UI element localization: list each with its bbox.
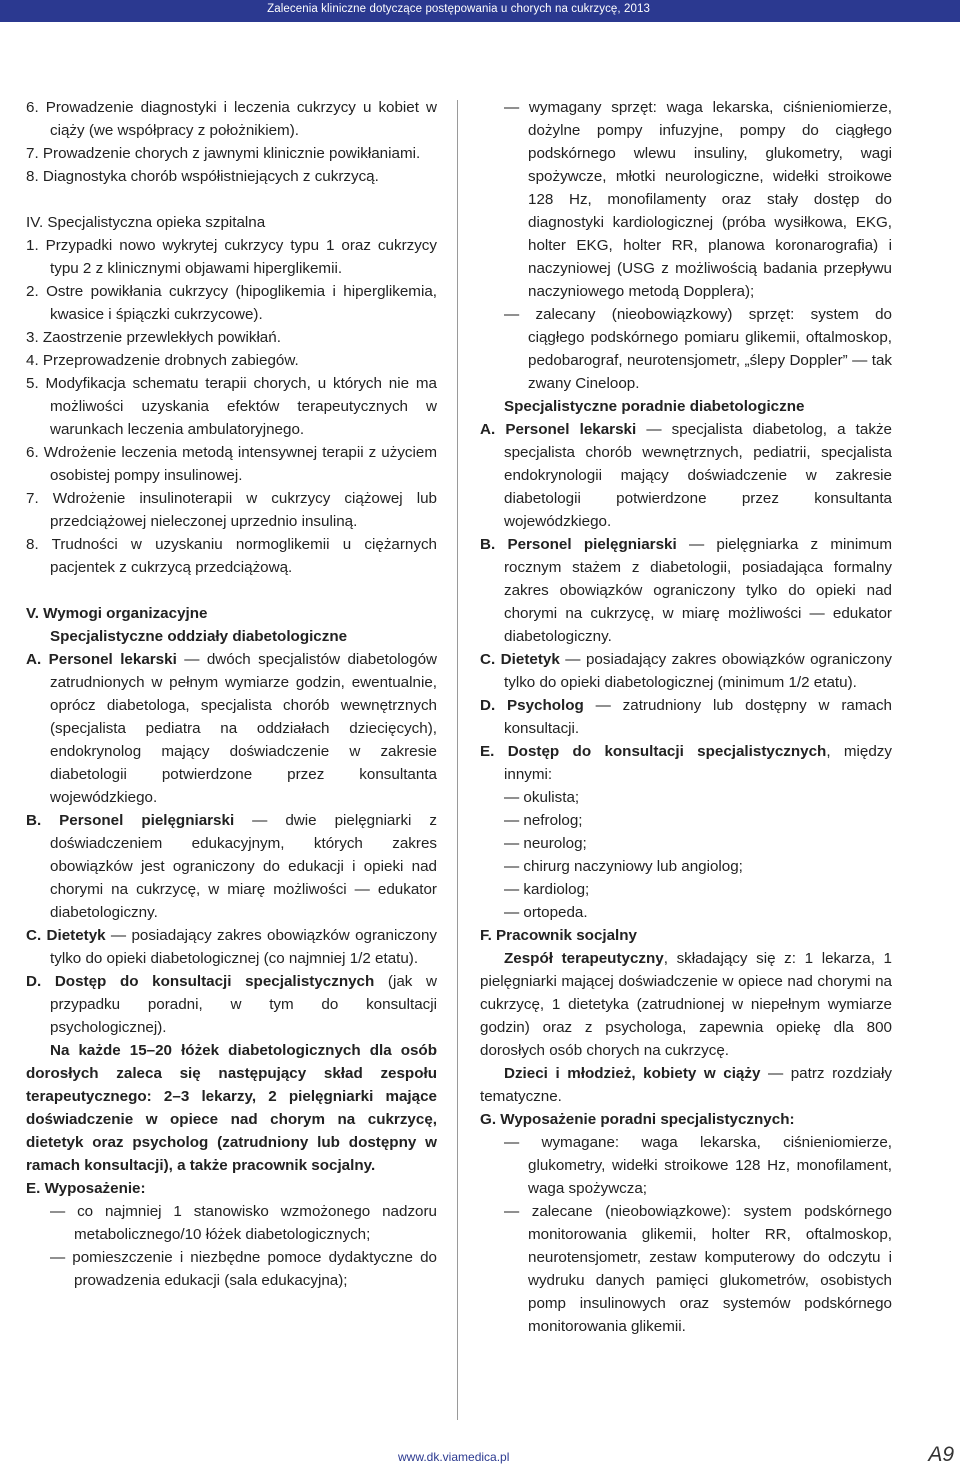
dash-item: — chirurg naczyniowy lub angiolog;: [504, 858, 743, 875]
list-item: 6. Prowadzenie diagnostyki i leczenia cukrzycy u kobiet w ciąży (we współpracy z położnikiem).: [26, 99, 437, 139]
dash-item: — zalecany (nieobowiązkowy) sprzęt: system do ciągłego podskórnego pomiaru glikemii, oftalmoskop, pedobarograf, neurotensjometr, „ślepy Doppler” — tak zwany Cineloop.: [504, 306, 892, 392]
dash-item: — zalecane (nieobowiązkowe): system podskórnego monitorowania glikemii, holter RR, oftalmoskop, neurotensjometr, zestaw komputerowy do odczytu i wydruku danych pamięci glukometrów, osobistych pomp insulinowych oraz systemów podskórnego monitorowania glikemii.: [504, 1203, 892, 1335]
dash-item: — okulista;: [504, 789, 580, 806]
dash-item: — ortopeda.: [504, 904, 588, 921]
section-heading-v: V. Wymogi organizacyjne: [26, 605, 208, 622]
section-heading-iv: IV. Specjalistyczna opieka szpitalna: [26, 214, 266, 231]
paragraph-e: E. Dostęp do konsultacji specjalistycznych, między innymi:: [480, 743, 892, 783]
subsection-heading: Specjalistyczne poradnie diabetologiczne: [504, 398, 805, 415]
paragraph-d: D. Psycholog — zatrudniony lub dostępny w ramach konsultacji.: [480, 697, 892, 737]
dash-item: — kardiolog;: [504, 881, 590, 898]
paragraph-b: B. Personel pielęgniarski — pielęgniarka z minimum rocznym stażem z diabetologii, posiadająca formalny zakres obowiązków ograniczony tylko do opieki nad chorymi na cukrzycę, w miarę możliwości — edukator diabetologiczny.: [480, 536, 892, 645]
paragraph-b: B. Personel pielęgniarski — dwie pielęgniarki z doświadczeniem edukacyjnym, których zakres obowiązków jest ograniczony do edukacji i opieki nad chorymi na cukrzycę, w miarę możliwości — edukator diabetologiczny.: [26, 812, 437, 921]
list-item: 3. Zaostrzenie przewlekłych powikłań.: [26, 329, 281, 346]
list-item: 7. Prowadzenie chorych z jawnymi klinicznie powikłaniami.: [26, 145, 421, 162]
footer-url-link[interactable]: www.dk.viamedica.pl: [398, 1450, 510, 1464]
running-header-title: Zalecenia kliniczne dotyczące postępowania u chorych na cukrzycę, 2013: [267, 3, 650, 15]
paragraph-a: A. Personel lekarski — dwóch specjalistów diabetologów zatrudnionych w pełnym wymiarze godzin, ewentualnie, oprócz diabetologa, specjalista chorób wewnętrznych (specjalista pediatra na oddziałach dziecięcych), endokrynolog mający doświadczenie w zakresie diabetologii potwierdzone przez konsultanta wojewódzkiego.: [26, 651, 437, 806]
paragraph-a: A. Personel lekarski — specjalista diabetolog, a także specjalista chorób wewnętrznych, pediatrii, specjalista endokrynologii mający doświadczenie w zakresie diabetologii potwierdzone przez konsultanta wojewódzkiego.: [480, 421, 892, 530]
right-column: [480, 96, 892, 1338]
team-paragraph: Zespół terapeutyczny, składający się z: 1 lekarza, 1 pielęgniarki mającej doświadczenie w opiece nad chorymi na cukrzycę, 1 dietetyka (zatrudnionej w niepełnym wymiarze godzin) oraz z psychologa, zapewnia opiekę dla 800 dorosłych osób chorych na cukrzycę.: [480, 950, 892, 1059]
subsection-heading: Specjalistyczne oddziały diabetologiczne: [50, 628, 348, 645]
list-item: 1. Przypadki nowo wykrytej cukrzycy typu 1 oraz cukrzycy typu 2 z klinicznymi objawami hiperglikemii.: [26, 237, 437, 277]
paragraph-f-heading: F. Pracownik socjalny: [480, 927, 637, 944]
paragraph-g-heading: G. Wyposażenie poradni specjalistycznych:: [480, 1111, 795, 1128]
paragraph-c: C. Dietetyk — posiadający zakres obowiązków ograniczony tylko do opieki diabetologicznej (minimum 1/2 etatu).: [480, 651, 892, 691]
paragraph-e-heading: E. Wyposażenie:: [26, 1180, 146, 1197]
paragraph-d: D. Dostęp do konsultacji specjalistycznych (jak w przypadku poradni, w tym do konsultacji psychologicznej).: [26, 973, 437, 1036]
dash-item: — nefrolog;: [504, 812, 583, 829]
dash-item: — neurolog;: [504, 835, 587, 852]
list-item: 8. Trudności w uzyskaniu normoglikemii u ciężarnych pacjentek z cukrzycą przedciążową.: [26, 536, 437, 576]
dash-item: — co najmniej 1 stanowisko wzmożonego nadzoru metabolicznego/10 łóżek diabetologicznych;: [50, 1203, 437, 1243]
left-column: [26, 96, 437, 1292]
list-item: 8. Diagnostyka chorób współistniejących z cukrzycą.: [26, 168, 379, 185]
list-item: 5. Modyfikacja schematu terapii chorych, u których nie ma możliwości uzyskania efektów terapeutycznych w warunkach leczenia ambulatoryjnego.: [26, 375, 437, 438]
list-item: 7. Wdrożenie insulinoterapii w cukrzycy ciążowej lub przedciążowej nieleczonej uprzednio insuliną.: [26, 490, 437, 530]
page-number: A9: [928, 1443, 954, 1466]
children-paragraph: Dzieci i młodzież, kobiety w ciąży — patrz rozdziały tematyczne.: [480, 1065, 892, 1105]
dash-item: — wymagane: waga lekarska, ciśnieniomierze, glukometry, widełki stroikowe 128 Hz, monofilament, waga spożywcza;: [504, 1134, 892, 1197]
header-bar: [0, 0, 960, 22]
column-divider: [457, 100, 458, 1420]
paragraph-c: C. Dietetyk — posiadający zakres obowiązków ograniczony tylko do opieki diabetologicznej (co najmniej 1/2 etatu).: [26, 927, 437, 967]
list-item: 4. Przeprowadzenie drobnych zabiegów.: [26, 352, 299, 369]
bold-paragraph: Na każde 15–20 łóżek diabetologicznych dla osób dorosłych zaleca się następujący skład zespołu terapeutycznego: 2–3 lekarzy, 2 pielęgniarki mające doświadczenie w opiece nad chorym na cukrzycę, dietetyk oraz psycholog (zatrudniony lub dostępny w ramach konsultacji), a także pracownik socjalny.: [26, 1042, 437, 1174]
list-item: 6. Wdrożenie leczenia metodą intensywnej terapii z użyciem osobistej pompy insulinowej.: [26, 444, 437, 484]
dash-item: — wymagany sprzęt: waga lekarska, ciśnieniomierze, dożylne pompy infuzyjne, pompy do ciągłego podskórnego wlewu insuliny, glukometry, wagi spożywcze, młotki neurologiczne, widełki stroikowe 128 Hz, monofilamenty oraz stały dostęp do diagnostyki kardiologicznej (próba wysiłkowa, EKG, holter EKG, holter RR, planowa koronarografia) i naczyniowej (USG z możliwością badania przepływu naczyniowego metodą Dopplera);: [504, 99, 892, 300]
list-item: 2. Ostre powikłania cukrzycy (hipoglikemia i hiperglikemia, kwasice i śpiączki cukrzycowe).: [26, 283, 437, 323]
dash-item: — pomieszczenie i niezbędne pomoce dydaktyczne do prowadzenia edukacji (sala edukacyjna);: [50, 1249, 437, 1289]
